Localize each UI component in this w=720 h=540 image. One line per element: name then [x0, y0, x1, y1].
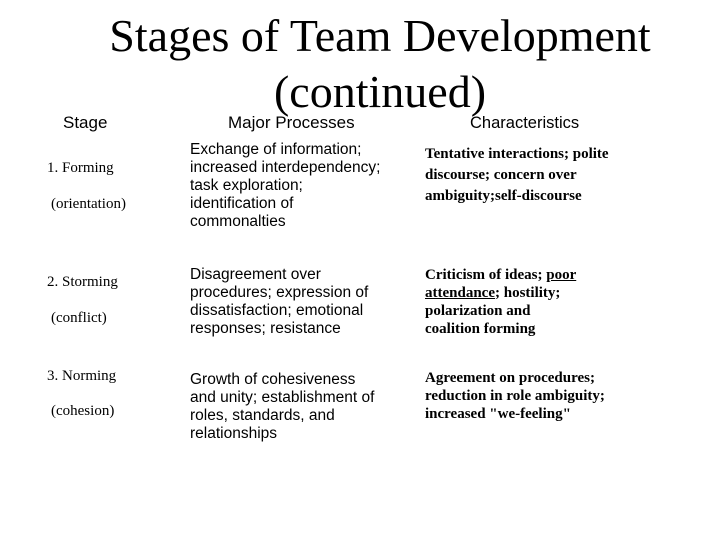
processes-forming-line: increased interdependency;	[190, 159, 381, 176]
processes-storming-line: Disagreement over	[190, 266, 321, 283]
characteristics-storming	[425, 266, 576, 338]
stage-subtitle-conflict: (conflict)	[51, 310, 107, 326]
column-header-characteristics: Characteristics	[470, 114, 580, 132]
characteristics-norming-line: increased "we-feeling"	[425, 406, 571, 422]
characteristics-forming-line: Tentative interactions; polite	[425, 146, 609, 162]
slide-title	[80, 8, 680, 120]
processes-storming-line: procedures; expression of	[190, 284, 369, 301]
slide-title-line-1: Stages of Team Development	[109, 10, 651, 61]
stage-name-forming: 1. Forming	[47, 160, 114, 176]
characteristics-forming	[425, 144, 609, 207]
characteristics-storming-underlined: attendance	[425, 285, 495, 301]
characteristics-norming-line: Agreement on procedures;	[425, 370, 595, 386]
processes-forming-line: identification of	[190, 195, 294, 212]
column-header-stage: Stage	[63, 113, 108, 132]
stage-name-norming: 3. Norming	[47, 368, 117, 384]
processes-forming-line: task exploration;	[190, 177, 303, 194]
stage-name-storming: 2. Storming	[47, 274, 118, 290]
processes-norming-line: relationships	[190, 425, 278, 442]
stage-subtitle-cohesion: (cohesion)	[51, 403, 115, 419]
characteristics-storming-line: polarization and	[425, 303, 531, 319]
characteristics-storming-line: coalition forming	[425, 321, 536, 337]
processes-storming	[190, 266, 368, 338]
processes-forming-line: Exchange of information;	[190, 141, 362, 158]
characteristics-storming-line	[425, 284, 576, 302]
processes-storming-line: responses; resistance	[190, 320, 341, 337]
processes-norming	[190, 371, 374, 443]
processes-norming-line: and unity; establishment of	[190, 389, 375, 406]
column-header-major-processes: Major Processes	[228, 113, 355, 132]
characteristics-forming-line: ambiguity;self-discourse	[425, 188, 582, 204]
stage-subtitle-orientation: (orientation)	[51, 196, 126, 212]
processes-norming-line: roles, standards, and	[190, 407, 335, 424]
processes-storming-line: dissatisfaction; emotional	[190, 302, 364, 319]
characteristics-norming	[425, 369, 605, 423]
characteristics-norming-line: reduction in role ambiguity;	[425, 388, 605, 404]
characteristics-storming-line	[425, 266, 576, 284]
processes-forming-line: commonalties	[190, 213, 286, 230]
slide-title-line-2: (continued)	[273, 66, 487, 117]
characteristics-storming-underlined: poor	[546, 267, 577, 283]
characteristics-forming-line: discourse; concern over	[425, 167, 577, 183]
characteristics-storming-text: Criticism of ideas;	[425, 267, 547, 283]
processes-norming-line: Growth of cohesiveness	[190, 371, 356, 388]
processes-forming	[190, 141, 380, 231]
characteristics-storming-text: ; hostility;	[495, 285, 561, 301]
